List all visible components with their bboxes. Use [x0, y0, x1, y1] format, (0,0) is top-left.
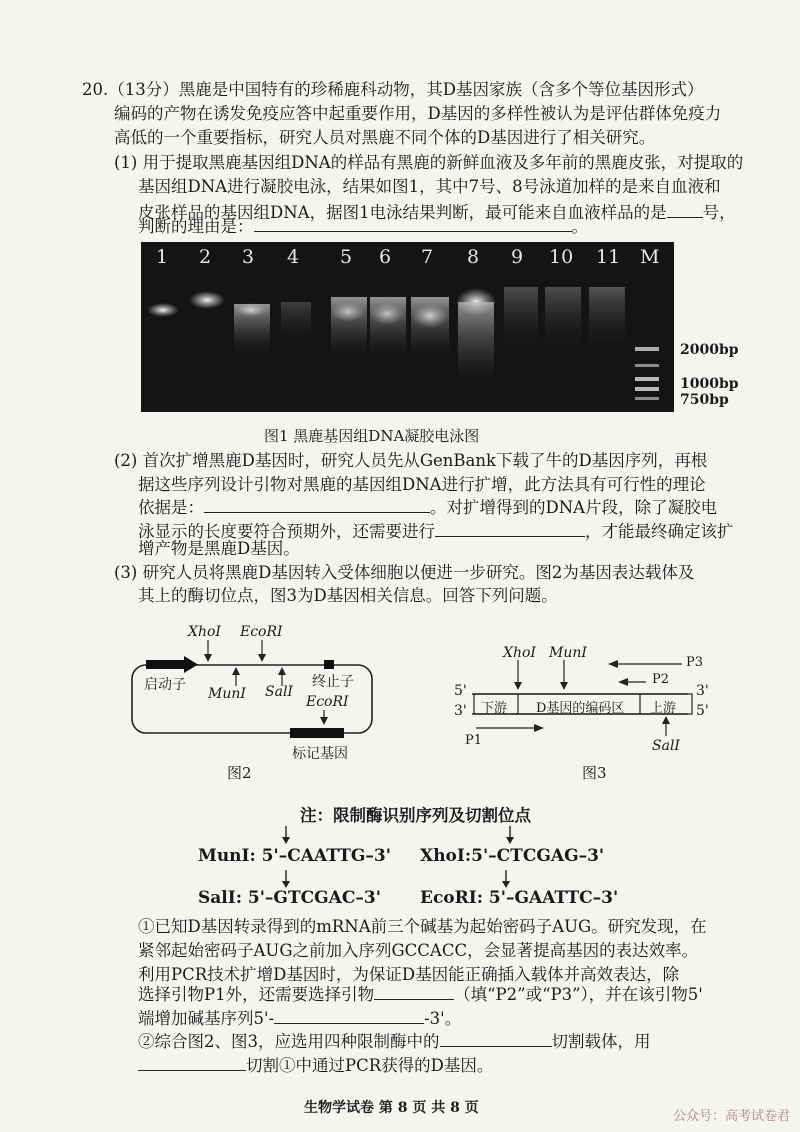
fig3-3prime-left: 3' — [454, 703, 467, 719]
question-line-1: 20.（13分）黑鹿是中国特有的珍稀鹿科动物，其D基因家族（含多个等位基因形式） — [82, 80, 704, 99]
promoter-label: 启动子 — [144, 677, 186, 693]
lane-label-11: 11 — [596, 246, 621, 268]
page-footer: 生物学试卷 第 8 页 共 8 页 — [304, 1100, 479, 1116]
fig3-p2-label: P2 — [652, 672, 670, 687]
part3-line-2: 其上的酶切位点，图3为D基因相关信息。回答下列问题。 — [138, 586, 558, 605]
lane-label-4: 4 — [287, 246, 300, 268]
answer-blank-primer[interactable] — [374, 981, 454, 1000]
figure1-caption: 图1 黑鹿基因组DNA凝胶电泳图 — [264, 427, 480, 445]
answer-blank-basis[interactable] — [204, 494, 430, 513]
lane-label-5: 5 — [340, 246, 353, 268]
note-title: 注：限制酶识别序列及切割位点 — [300, 806, 531, 825]
answer-blank-gene-enzymes[interactable] — [138, 1052, 246, 1071]
fig2-muni-label: MunⅠ — [208, 686, 246, 702]
fig3-3prime-right: 3' — [696, 683, 709, 699]
fig3-xhoi-label: XhoⅠ — [503, 645, 536, 661]
question-line-2: 编码的产物在诱发免疫应答中起重要作用，D基因的多样性被认为是评估群体免疫力 — [114, 104, 722, 123]
mun-site: MunⅠ: 5'–CAATTG–3' — [198, 846, 391, 866]
figure3-caption: 图3 — [582, 764, 607, 782]
lane-label-10: 10 — [549, 246, 574, 268]
figure2-caption: 图2 — [227, 764, 252, 782]
coding-region-label: D基因的编码区 — [536, 701, 625, 716]
fig3-muni-label: MunⅠ — [549, 645, 587, 661]
fig2-sali-label: SalⅠ — [265, 684, 293, 700]
lane-label-6: 6 — [379, 246, 392, 268]
answer-blank-sequence[interactable] — [274, 1005, 424, 1024]
part2-line-2: 据这些序列设计引物对黑鹿的基因组DNA进行扩增，此方法具有可行性的理论 — [138, 475, 706, 494]
fig3-p1-label: P1 — [465, 733, 483, 748]
marker-2000bp: 2000bp — [680, 342, 739, 358]
lane-label-8: 8 — [467, 246, 480, 268]
terminator-label: 终止子 — [312, 674, 354, 690]
sub1-line-3: 利用PCR技术扩增D基因时，为保证D基因能正确插入载体并高效表达，除 — [138, 965, 680, 984]
gel-electrophoresis-image — [141, 242, 674, 412]
answer-blank-lane[interactable] — [667, 199, 703, 218]
sub1-line-5: 端增加碱基序列5'- -3'。 — [138, 1005, 461, 1031]
upstream-label: 上游 — [650, 701, 677, 716]
question-line-3: 高低的一个重要指标，研究人员对黑鹿不同个体的D基因进行了相关研究。 — [114, 128, 656, 147]
fig3-5prime-left: 5' — [454, 683, 467, 699]
sub1-line-4: 选择引物P1外，还需要选择引物 （填“P2”或“P3”），并在该引物5' — [138, 981, 703, 1007]
fig3-sali-label: SalⅠ — [652, 738, 680, 754]
sub1-line-2: 紧邻起始密码子AUG之前加入序列GCCACC，会显著提高基因的表达效率。 — [138, 941, 699, 960]
fig2-ecori-top-label: EcoRⅠ — [240, 624, 283, 640]
fig3-5prime-right: 5' — [696, 703, 709, 719]
marker-1000bp: 1000bp — [680, 376, 739, 392]
answer-blank-vector-enzymes[interactable] — [440, 1028, 552, 1047]
lane-label-7: 7 — [421, 246, 434, 268]
marker-gene-label: 标记基因 — [292, 746, 348, 762]
downstream-label: 下游 — [481, 701, 508, 716]
lane-label-1: 1 — [156, 246, 169, 268]
sub1-line-1: ①已知D基因转录得到的mRNA前三个碱基为起始密码子AUG。研究发现，在 — [138, 917, 707, 936]
part2-line-3: 依据是： 。对扩增得到的DNA片段，除了凝胶电 — [138, 494, 717, 520]
eco-site: EcoRⅠ: 5'–GAATTC–3' — [420, 888, 619, 908]
fig3-p3-label: P3 — [686, 655, 704, 670]
xho-site: XhoⅠ:5'–CTCGAG–3' — [420, 846, 605, 866]
watermark: 公众号：高考试卷君 — [672, 1109, 790, 1124]
sub2-line-1: ②综合图2、图3，应选用四种限制酶中的 切割载体，用 — [138, 1028, 651, 1054]
part3-line-1: (3) 研究人员将黑鹿D基因转入受体细胞以便进一步研究。图2为基因表达载体及 — [114, 563, 695, 582]
gel-bands — [141, 242, 674, 412]
lane-label-9: 9 — [511, 246, 524, 268]
part2-line-1: (2) 首次扩增黑鹿D基因时，研究人员先从GenBank下载了牛的D基因序列，再根 — [114, 451, 708, 470]
sal-site: SalⅠ: 5'–GTCGAC–3' — [198, 888, 381, 908]
part1-line-4: 判断的理由是： 。 — [138, 213, 588, 239]
part1-line-1: (1) 用于提取黑鹿基因组DNA的样品有黑鹿的新鲜血液及多年前的黑鹿皮张，对提取的 — [114, 153, 744, 172]
lane-label-m: M — [640, 246, 660, 268]
sub2-line-2: 切割①中通过PCR获得的D基因。 — [138, 1052, 493, 1078]
lane-label-3: 3 — [242, 246, 255, 268]
answer-blank-method[interactable] — [435, 518, 585, 537]
marker-750bp: 750bp — [680, 392, 729, 408]
lane-label-2: 2 — [199, 246, 212, 268]
part2-line-4: 泳显示的长度要符合预期外，还需要进行 ，才能最终确定该扩 — [138, 518, 734, 544]
fig2-ecori-right-label: EcoRⅠ — [306, 694, 349, 710]
answer-blank-reason[interactable] — [254, 213, 572, 232]
part1-line-3: 皮张样品的基因组DNA，据图1电泳结果判断，最可能来自血液样品的是 号， — [138, 199, 736, 225]
part2-line-5: 增产物是黑鹿D基因。 — [138, 539, 300, 558]
part1-line-2: 基因组DNA进行凝胶电泳，结果如图1，其中7号、8号泳道加样的是来自血液和 — [138, 177, 721, 196]
fig2-xhoi-label: XhoⅠ — [188, 624, 221, 640]
